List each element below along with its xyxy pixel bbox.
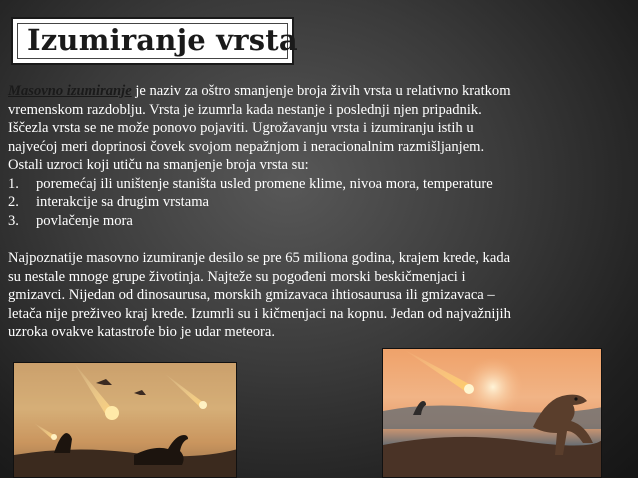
meteor-dinosaurs-image [13, 362, 237, 478]
body-text [8, 82, 636, 342]
meteor-icon [464, 384, 474, 394]
ground-silhouette [383, 437, 602, 478]
para2-line-3: gmizavci. Nijedan od dinosaurusa, morskih gmizavaca ihtiosaurusa ili gmizavaca – [8, 287, 495, 303]
para2-line-4: letača nije preživeo kraj krede. Izumrli su i kičmenjaci na kopnu. Jedan od najvažnijih [8, 305, 511, 322]
causes-list [8, 175, 636, 231]
title-box [11, 17, 298, 65]
meteor-trail [403, 349, 471, 391]
intro-line-5: Ostali uzroci koji utiču na smanjenje broja vrsta su: [8, 157, 309, 173]
meteor-icon [105, 406, 119, 420]
intro-line-3: Iščezla vrsta se ne može ponovo pojaviti. Ugrožavanju vrsta i izumiranju istih u [8, 120, 474, 136]
meteor-scene-illustration [14, 363, 237, 478]
intro-line-1: Masovno izumiranje je naziv za oštro smanjenje broja živih vrsta u relativno kratkom [8, 83, 511, 99]
intro-line-2: vremenskom razdoblju. Vrsta je izumrla kada nestanje i poslednji njen pripadnik. [8, 101, 482, 118]
intro-line-4: najvećoj meri doprinosi čovek svojom nepažnjom i neracionalnim razmišljanjem. [8, 138, 485, 155]
meteor-trex-illustration [383, 349, 602, 478]
list-item: 3. povlačenje mora [8, 212, 133, 229]
para2-line-5: uzroka ovakve katastrofe bio je udar meteora. [8, 324, 276, 340]
para2-line-1: Najpoznatije masovno izumiranje desilo se pre 65 miliona godina, krajem krede, kada [8, 250, 511, 266]
list-item: 1. poremećaj ili uništenje staništa usled promene klime, nivoa mora, temperature [8, 175, 493, 192]
slide-title: Izumiranje vrsta [27, 23, 298, 57]
para2-line-2: su nestale mnoge grupe životinja. Najteže su pogođeni morski beskičmenjaci i [8, 268, 466, 285]
meteor-tyrannosaurus-image [382, 348, 602, 478]
list-item: 2. interakcije sa drugim vrstama [8, 194, 210, 210]
term-mass-extinction: Masovno izumiranje [8, 83, 132, 99]
